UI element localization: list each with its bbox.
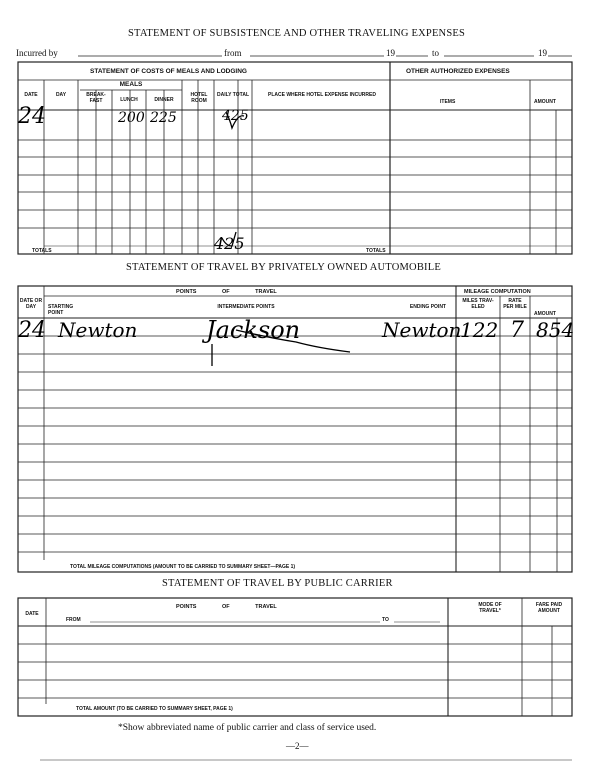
col-ending-point-header: ENDING POINT <box>409 304 446 310</box>
col-place-header: PLACE WHERE HOTEL EXPENSE INCURRED <box>268 92 376 98</box>
col-dinner-header: DINNER <box>154 97 174 103</box>
page-number: —2— <box>286 741 309 751</box>
form-title: STATEMENT OF SUBSISTENCE AND OTHER TRAVELING EXPENSES <box>128 28 466 39</box>
points-of-travel-header: POINTS OF TRAVEL <box>176 289 277 295</box>
auto-section-title: STATEMENT OF TRAVEL BY PRIVATELY OWNED AUTOMOBILE <box>126 262 441 273</box>
mileage-computation-header: MILEAGE COMPUTATION <box>464 289 531 295</box>
meal-entry-date: 24 <box>18 104 46 129</box>
col-date-header: DATE <box>24 92 38 98</box>
carrier-section-title: STATEMENT OF TRAVEL BY PUBLIC CARRIER <box>162 578 393 589</box>
year-prefix-1: 19 <box>386 48 395 58</box>
carrier-col-date-header: DATE <box>25 611 39 617</box>
col-items-header: ITEMS <box>440 99 456 105</box>
auto-entry-intermediate: Jackson <box>206 316 301 344</box>
col-intermediate-points-header: INTERMEDIATE POINTS <box>217 304 275 310</box>
col-day-header: DAY <box>55 92 67 98</box>
col-meals-header: MEALS <box>119 81 143 88</box>
carrier-to-label: TO <box>382 617 389 623</box>
from-label: from <box>224 48 242 58</box>
meal-entry-daily-total: 425 <box>222 108 249 124</box>
to-field[interactable] <box>444 44 534 56</box>
totals-left-label: TOTALS <box>32 248 52 254</box>
meal-entry-dinner: 225 <box>150 110 177 126</box>
col-miles-header: MILES TRAV-ELED <box>462 298 494 310</box>
year-prefix-2: 19 <box>538 48 547 58</box>
incurred-by-label: Incurred by <box>16 48 58 58</box>
col-lunch-header: LUNCH <box>120 97 138 103</box>
col-starting-point-header: STARTING POINT <box>48 304 74 316</box>
auto-entry-start: Newton <box>58 318 138 342</box>
auto-entry-date: 24 <box>18 318 46 343</box>
auto-col-date-header: DATE OR DAY <box>19 298 43 310</box>
auto-col-amount-header: AMOUNT <box>534 311 556 317</box>
col-fare-header: FARE PAID AMOUNT <box>535 602 563 614</box>
carrier-points-header: POINTS OF TRAVEL <box>176 604 277 610</box>
footnote: *Show abbreviated name of public carrier and class of service used. <box>118 723 377 733</box>
carrier-footer: TOTAL AMOUNT (TO BE CARRIED TO SUMMARY SHEET, PAGE 1) <box>76 706 233 712</box>
col-daily-header: DAILY TOTAL <box>216 92 250 98</box>
totals-right-label: TOTALS <box>366 248 386 254</box>
meal-entry-lunch: 200 <box>118 110 145 126</box>
auto-entry-end: Newton <box>382 318 462 342</box>
col-hotel-header: HOTEL ROOM <box>190 92 208 104</box>
col-amount-header: AMOUNT <box>534 99 556 105</box>
meal-total-daily: 425 <box>214 234 245 253</box>
meals-lodging-title: STATEMENT OF COSTS OF MEALS AND LODGING <box>90 68 247 75</box>
auto-entry-amount: 854 <box>536 318 575 342</box>
incurred-by-field[interactable] <box>78 44 222 56</box>
auto-entry-rate: 7 <box>510 318 524 343</box>
col-rate-header: RATE PER MILE <box>503 298 527 310</box>
from-field[interactable] <box>250 44 384 56</box>
auto-entry-miles: 122 <box>460 318 499 342</box>
other-expenses-title: OTHER AUTHORIZED EXPENSES <box>406 68 510 75</box>
auto-footer: TOTAL MILEAGE COMPUTATIONS (AMOUNT TO BE CARRIED TO SUMMARY SHEET—PAGE 1) <box>70 564 296 570</box>
col-breakfast-header: BREAK-FAST <box>86 92 106 104</box>
carrier-from-label: FROM <box>66 617 81 623</box>
col-mode-header: MODE OF TRAVEL* <box>478 602 502 614</box>
to-label: to <box>432 48 440 58</box>
